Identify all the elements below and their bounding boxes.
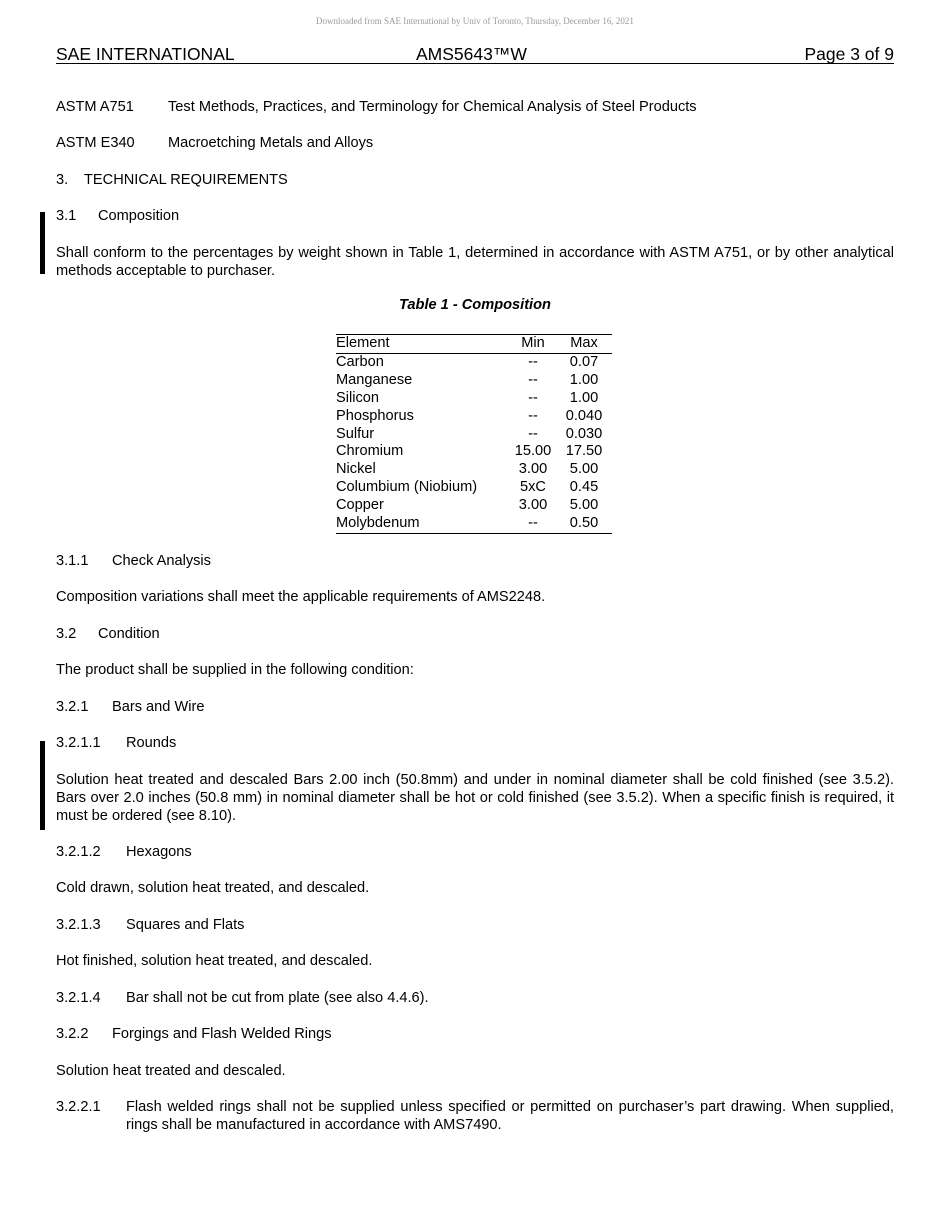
section-title: Condition bbox=[98, 626, 160, 642]
table-cell: 0.07 bbox=[569, 353, 599, 370]
table-cell: -- bbox=[528, 515, 538, 532]
column-header: Max bbox=[556, 335, 612, 354]
table-row bbox=[336, 515, 612, 533]
column-header: Min bbox=[510, 335, 556, 354]
table-cell: -- bbox=[528, 353, 538, 370]
section-number: 3.2.1.3 bbox=[56, 917, 101, 933]
table-row bbox=[336, 390, 612, 408]
table-cell: 5xC bbox=[520, 479, 546, 496]
revision-change-bar bbox=[40, 212, 45, 274]
table-row bbox=[336, 479, 612, 497]
table-cell: 0.030 bbox=[565, 425, 603, 442]
composition-table bbox=[336, 334, 612, 534]
section-number: 3.1 bbox=[56, 208, 77, 224]
table-cell: Nickel bbox=[336, 461, 376, 478]
section-title: Forgings and Flash Welded Rings bbox=[112, 1026, 332, 1042]
section-title: Hexagons bbox=[126, 844, 192, 860]
header-doc-id: AMS5643™W bbox=[416, 44, 527, 64]
section-number: 3.2 bbox=[56, 626, 77, 642]
table-cell: Chromium bbox=[336, 443, 404, 460]
reference-title: Test Methods, Practices, and Terminology for Chemical Analysis of Steel Products bbox=[168, 99, 697, 115]
table-cell: Columbium (Niobium) bbox=[336, 479, 478, 496]
table-row bbox=[336, 372, 612, 390]
table-cell: Silicon bbox=[336, 389, 379, 406]
reference-title: Macroetching Metals and Alloys bbox=[168, 135, 374, 151]
table-row bbox=[336, 426, 612, 444]
table-cell: 0.45 bbox=[569, 479, 599, 496]
section-title: Rounds bbox=[126, 735, 177, 751]
section-number: 3. bbox=[56, 172, 69, 188]
table-cell: -- bbox=[528, 425, 538, 442]
paragraph: Flash welded rings shall not be supplied unless specified or permitted on purchaser’s part drawing. When supplied, rings shall be manufactured in accordance with AMS7490. bbox=[126, 1099, 894, 1133]
table-row bbox=[336, 461, 612, 479]
table-cell: Carbon bbox=[336, 353, 384, 370]
paragraph: Solution heat treated and descaled. bbox=[56, 1063, 286, 1079]
section-title: TECHNICAL REQUIREMENTS bbox=[84, 172, 288, 188]
revision-change-bar bbox=[40, 741, 45, 830]
table-cell: Sulfur bbox=[336, 425, 375, 442]
section-number: 3.2.2.1 bbox=[56, 1099, 101, 1115]
section-number: 3.1.1 bbox=[56, 553, 89, 569]
table-cell: 3.00 bbox=[518, 497, 548, 514]
paragraph: Hot finished, solution heat treated, and descaled. bbox=[56, 953, 373, 969]
header-page-number: Page 3 of 9 bbox=[804, 44, 894, 64]
table-cell: 17.50 bbox=[565, 443, 603, 460]
table-cell: 5.00 bbox=[569, 461, 599, 478]
download-watermark: Downloaded from SAE International by Univ of Toronto, Thursday, December 16, 2021 bbox=[316, 16, 634, 26]
table-header-row bbox=[336, 335, 612, 354]
paragraph: Cold drawn, solution heat treated, and descaled. bbox=[56, 880, 370, 896]
section-number: 3.2.1.1 bbox=[56, 735, 101, 751]
table-cell: 0.50 bbox=[569, 515, 599, 532]
table-cell: -- bbox=[528, 389, 538, 406]
table-cell: Manganese bbox=[336, 371, 413, 388]
section-title: Bar shall not be cut from plate (see also 4.4.6). bbox=[126, 990, 429, 1006]
header-rule bbox=[56, 63, 894, 64]
section-number: 3.2.1.4 bbox=[56, 990, 101, 1006]
table-cell: Molybdenum bbox=[336, 515, 420, 532]
table-cell: 5.00 bbox=[569, 497, 599, 514]
table-cell: 1.00 bbox=[569, 389, 599, 406]
table-cell: 0.040 bbox=[565, 407, 603, 424]
table-row bbox=[336, 408, 612, 426]
table-cell: -- bbox=[528, 371, 538, 388]
section-number: 3.2.1.2 bbox=[56, 844, 101, 860]
table-row bbox=[336, 443, 612, 461]
table-row bbox=[336, 497, 612, 515]
section-number: 3.2.1 bbox=[56, 699, 89, 715]
column-header: Element bbox=[336, 335, 510, 354]
table-title: Table 1 - Composition bbox=[399, 297, 551, 313]
header-org: SAE INTERNATIONAL bbox=[56, 44, 235, 64]
table-cell: Copper bbox=[336, 497, 384, 514]
section-title: Check Analysis bbox=[112, 553, 211, 569]
reference-code: ASTM E340 bbox=[56, 135, 135, 151]
table-row bbox=[336, 353, 612, 371]
paragraph: Composition variations shall meet the applicable requirements of AMS2248. bbox=[56, 589, 546, 605]
reference-code: ASTM A751 bbox=[56, 99, 134, 115]
section-number: 3.2.2 bbox=[56, 1026, 89, 1042]
section-title: Bars and Wire bbox=[112, 699, 205, 715]
paragraph: Solution heat treated and descaled Bars 2.00 inch (50.8mm) and under in nominal diameter shall be cold finished (see 3.5.2). Bars over 2.0 inches (50.8 mm) in nominal diameter shall be hot or cold finished (see 3.5.2). When a specific finish is required, it must be ordered (see 8.10). bbox=[56, 772, 894, 824]
table-cell: -- bbox=[528, 407, 538, 424]
section-title: Composition bbox=[98, 208, 180, 224]
paragraph: The product shall be supplied in the following condition: bbox=[56, 662, 414, 678]
table-cell: Phosphorus bbox=[336, 407, 414, 424]
table-cell: 3.00 bbox=[518, 461, 548, 478]
table-cell: 15.00 bbox=[514, 443, 552, 460]
table-cell: 1.00 bbox=[569, 371, 599, 388]
paragraph: Shall conform to the percentages by weight shown in Table 1, determined in accordance with ASTM A751, or by other analytical methods acceptable to purchaser. bbox=[56, 245, 894, 279]
section-title: Squares and Flats bbox=[126, 917, 245, 933]
